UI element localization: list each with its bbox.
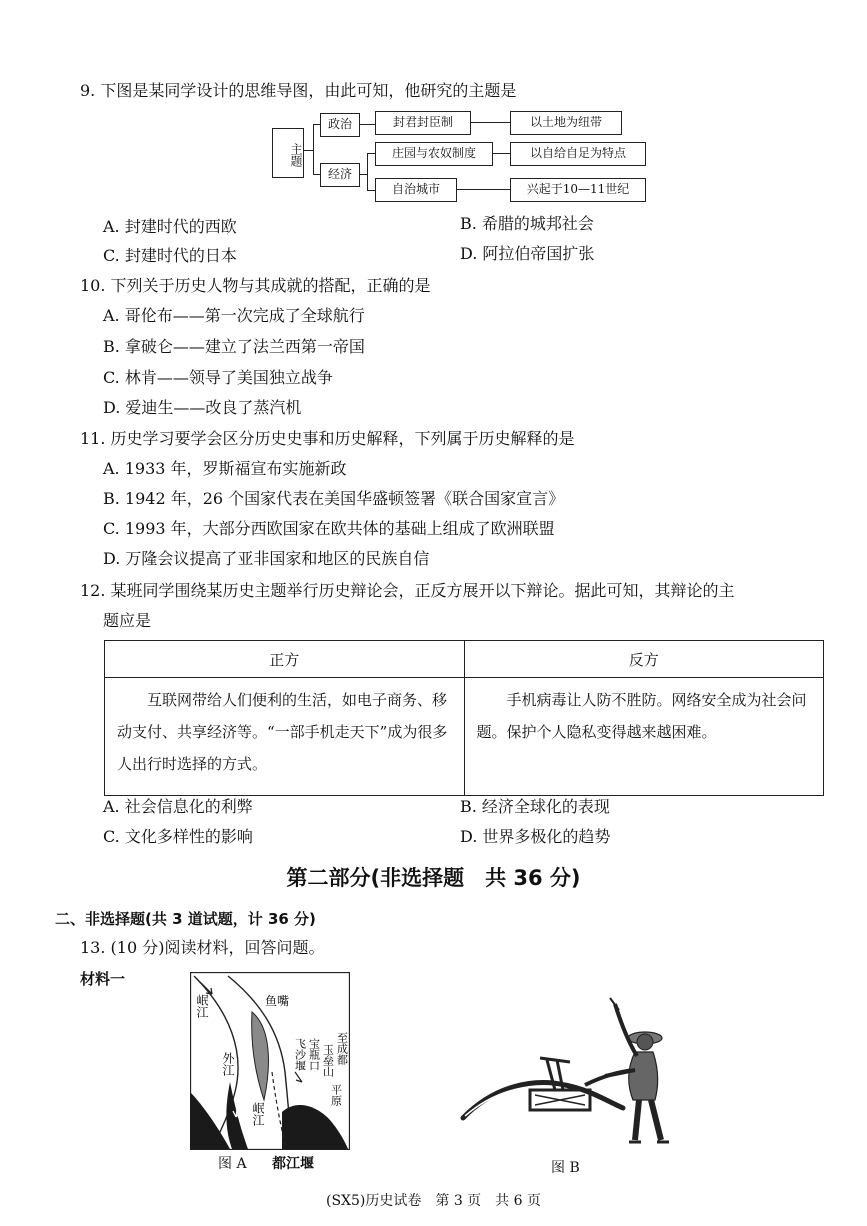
q10-option-a: A. 哥伦布——第一次完成了全球航行 bbox=[103, 306, 365, 325]
figure-a-caption: 图 A bbox=[218, 1156, 247, 1172]
q11-option-a: A. 1933 年，罗斯福宣布实施新政 bbox=[103, 459, 347, 478]
q10-option-d: D. 爱迪生——改良了蒸汽机 bbox=[103, 398, 302, 417]
q9-stem: 9. 下图是某同学设计的思维导图，由此可知，他研究的主题是 bbox=[80, 81, 517, 100]
plough-illustration bbox=[455, 990, 675, 1150]
q13-stem: 13. (10 分)阅读材料，回答问题。 bbox=[80, 938, 325, 957]
figure-a-name: 都江堰 bbox=[272, 1156, 314, 1172]
page-footer: (SX5)历史试卷 第 3 页 共 6 页 bbox=[325, 1193, 541, 1209]
q12-option-d: D. 世界多极化的趋势 bbox=[460, 827, 611, 846]
q12-option-a: A. 社会信息化的利弊 bbox=[103, 797, 253, 816]
q11-stem: 11. 历史学习要学会区分历史史事和历史解释，下列属于历史解释的是 bbox=[80, 429, 575, 448]
map-label-yuzui: 鱼嘴 bbox=[265, 994, 290, 1008]
map-label-pingyuan: 平原 bbox=[329, 1084, 343, 1106]
map-label-minjiang-top: 岷江 bbox=[195, 994, 209, 1018]
map-label-feisha: 飞沙堰 bbox=[293, 1038, 307, 1071]
debate-header-con: 反方 bbox=[464, 641, 824, 678]
q9-option-d: D. 阿拉伯帝国扩张 bbox=[460, 244, 595, 263]
mindmap-node-feudal-lord: 封君封臣制 bbox=[375, 111, 471, 135]
section-two-title: 二、非选择题(共 3 道试题，计 36 分) bbox=[55, 910, 316, 928]
q12-stem-line2: 题应是 bbox=[103, 611, 152, 630]
mindmap-node-land-bond: 以土地为纽带 bbox=[510, 111, 622, 135]
map-label-yulei: 玉垒山 bbox=[321, 1044, 335, 1077]
part-two-title: 第二部分(非选择题 共 36 分) bbox=[286, 866, 581, 890]
q10-option-c: C. 林肯——领导了美国独立战争 bbox=[103, 368, 333, 387]
q12-stem-line1: 12. 某班同学围绕某历史主题举行历史辩论会，正反方展开以下辩论。据此可知，其辩论的主 bbox=[80, 581, 735, 600]
debate-table bbox=[104, 640, 824, 796]
q10-stem: 10. 下列关于历史人物与其成就的搭配，正确的是 bbox=[80, 276, 431, 295]
q11-option-d: D. 万隆会议提高了亚非国家和地区的民族自信 bbox=[103, 549, 430, 568]
debate-con-text: 手机病毒让人防不胜防。网络安全成为社会问题。保护个人隐私变得越来越困难。 bbox=[476, 691, 807, 741]
mindmap-node-city: 自治城市 bbox=[375, 178, 457, 202]
q12-option-c: C. 文化多样性的影响 bbox=[103, 827, 253, 846]
mindmap-node-rise: 兴起于10—11世纪 bbox=[510, 178, 646, 202]
q11-option-c: C. 1993 年，大部分西欧国家在欧共体的基础上组成了欧洲联盟 bbox=[103, 519, 555, 538]
debate-header-pro: 正方 bbox=[105, 641, 465, 678]
mindmap-root: 主题 bbox=[272, 128, 304, 178]
dujiangyan-map bbox=[190, 972, 350, 1150]
map-label-waijiang: 外江 bbox=[221, 1052, 235, 1076]
q10-option-b: B. 拿破仑——建立了法兰西第一帝国 bbox=[103, 337, 365, 356]
q9-option-c: C. 封建时代的日本 bbox=[103, 246, 237, 265]
mindmap-node-manor: 庄园与农奴制度 bbox=[375, 142, 493, 166]
debate-pro-text: 互联网带给人们便利的生活，如电子商务、移动支付、共享经济等。“一部手机走天下”成为很多人出行时选择的方式。 bbox=[117, 691, 448, 773]
mindmap-node-self-sufficient: 以自给自足为特点 bbox=[510, 142, 646, 166]
material-one-label: 材料一 bbox=[80, 970, 126, 988]
q12-option-b: B. 经济全球化的表现 bbox=[460, 797, 610, 816]
q9-option-a: A. 封建时代的西欧 bbox=[103, 217, 237, 236]
q9-option-b: B. 希腊的城邦社会 bbox=[460, 214, 594, 233]
q11-option-b: B. 1942 年，26 个国家代表在美国华盛顿签署《联合国家宣言》 bbox=[103, 489, 565, 508]
mindmap-branch-politics: 政治 bbox=[320, 113, 360, 137]
map-label-minjiang-bottom: 岷江 bbox=[251, 1102, 265, 1126]
figure-b-caption: 图 B bbox=[551, 1160, 580, 1176]
map-label-baoping: 宝瓶口 bbox=[307, 1038, 321, 1071]
mindmap-branch-economy: 经济 bbox=[320, 163, 360, 187]
map-label-chengdu: 至成都 bbox=[335, 1032, 349, 1065]
